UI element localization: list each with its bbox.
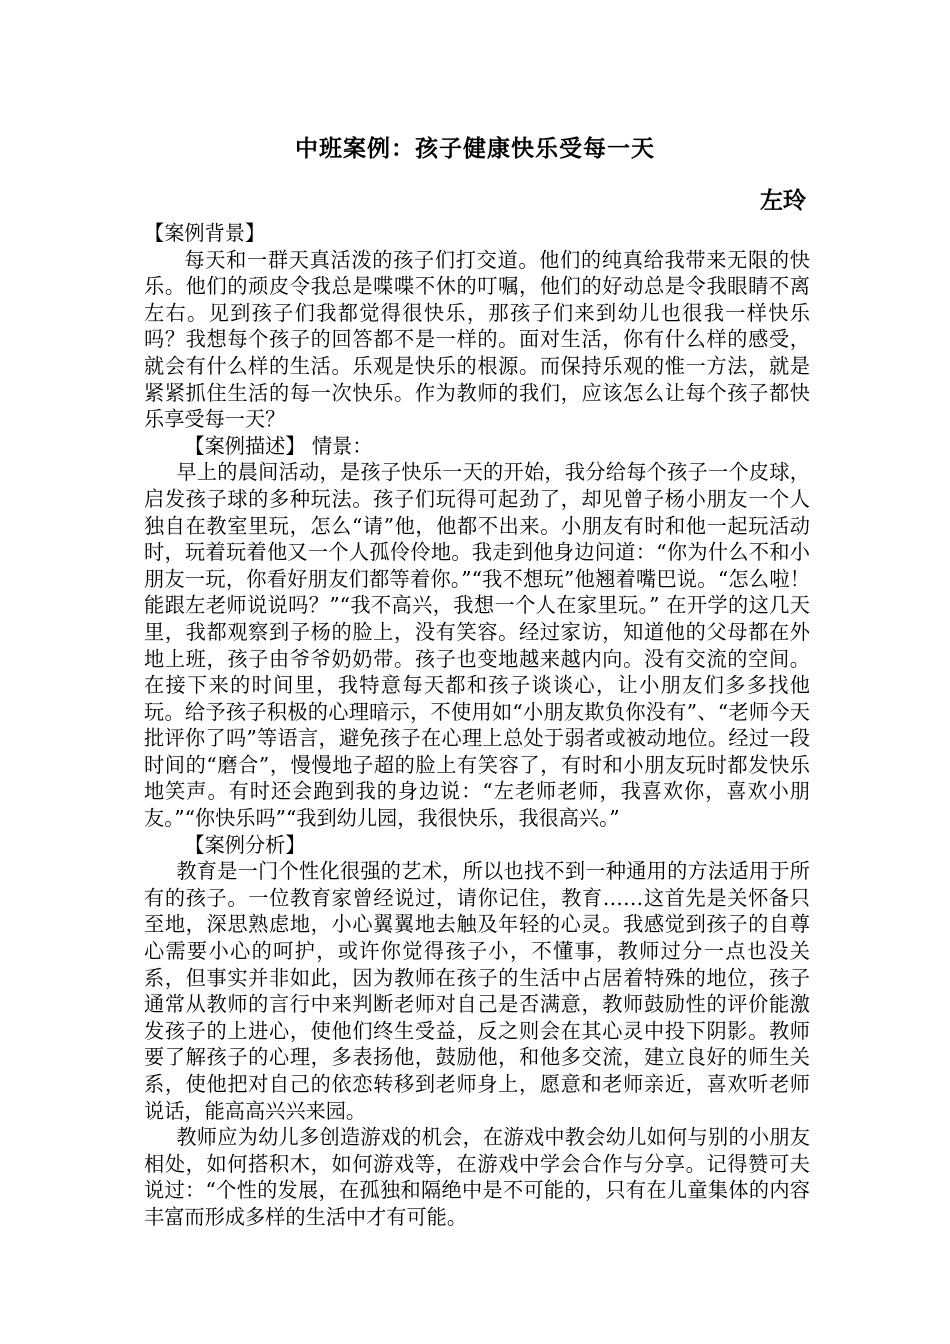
analysis-paragraph-1: 教育是一门个性化很强的艺术，所以也找不到一种通用的方法适用于所有的孩子。一位教育家曾经说过，请你记住，教育……这首先是关怀备只至地，深思熟虑地，小心翼翼地去触及年轻的心灵。我感觉到孩子的自尊心需要小心的呵护，或许你觉得孩子小，不懂事，教师过分一点也没关系，但事实并非如此，因为教师在孩子的生活中占居着特殊的地位，孩子通常从教师的言行中来判断老师对自己是否满意，教师鼓励性的评价能激发孩子的上进心，使他们终生受益，反之则会在其心灵中投下阴影。教师要了解孩子的心理，多表扬他，鼓励他，和他多交流，建立良好的师生关系，使他把对自己的依恋转移到老师身上，愿意和老师亲近，喜欢听老师说话，能高高兴兴来园。 — [144, 859, 810, 1123]
analysis-heading: 【案例分析】 — [184, 832, 306, 857]
document-body — [144, 220, 810, 1231]
document-title: 中班案例：孩子健康快乐受每一天 — [295, 136, 655, 162]
description-heading: 【案例描述】 情景： — [184, 433, 373, 458]
description-paragraph: 早上的晨间活动，是孩子快乐一天的开始，我分给每个孩子一个皮球，启发孩子球的多种玩法。孩子们玩得可起劲了，却见曾子杨小朋友一个人独自在教室里玩，怎么“请”他，他都不出来。小朋友有时和他一起玩活动时，玩着玩着他又一个人孤伶伶地。我走到他身边问道：“你为什么不和小朋友一玩，你看好朋友们都等着你。”“我不想玩”他翘着嘴巴说。“怎么啦！能跟左老师说说吗？”“我不高兴，我想一个人在家里玩。” 在开学的这几天里，我都观察到子杨的脸上，没有笑容。经过家访，知道他的父母都在外地上班，孩子由爷爷奶奶带。孩子也变地越来越内向。没有交流的空间。在接下来的时间里，我特意每天都和孩子谈谈心，让小朋友们多多找他玩。给予孩子积极的心理暗示，不使用如“小朋友欺负你没有”、“老师今天批评你了吗”等语言，避免孩子在心理上总处于弱者或被动地位。经过一段时间的“磨合”，慢慢地子超的脸上有笑容了，有时和小朋友玩时都发快乐地笑声。有时还会跑到我的身边说：“左老师老师，我喜欢你，喜欢小朋友。”“你快乐吗”“我到幼儿园，我很快乐，我很高兴。” — [144, 460, 810, 831]
background-heading: 【案例背景】 — [144, 221, 266, 245]
analysis-paragraph-2: 教师应为幼儿多创造游戏的机会，在游戏中教会幼儿如何与别的小朋友相处，如何搭积木，如何游戏等，在游戏中学会合作与分享。记得赞可夫说过：“个性的发展，在孤独和隔绝中是不可能的，只有在儿童集体的内容丰富而形成多样的生活中才有可能。 — [144, 1125, 810, 1229]
document-author: 左玲 — [760, 188, 806, 214]
background-paragraph: 每天和一群天真活泼的孩子们打交道。他们的纯真给我带来无限的快乐。他们的顽皮令我总是喋喋不休的叮嘱，他们的好动总是令我眼睛不离左右。见到孩子们我都觉得很快乐，那孩子们来到幼儿也很我一样快乐吗？我想每个孩子的回答都不是一样的。面对生活，你有什么样的感受，就会有什么样的生活。乐观是快乐的根源。而保持乐观的惟一方法，就是紧紧抓住生活的每一次快乐。作为教师的我们，应该怎么让每个孩子都快乐享受每一天？ — [144, 247, 810, 432]
